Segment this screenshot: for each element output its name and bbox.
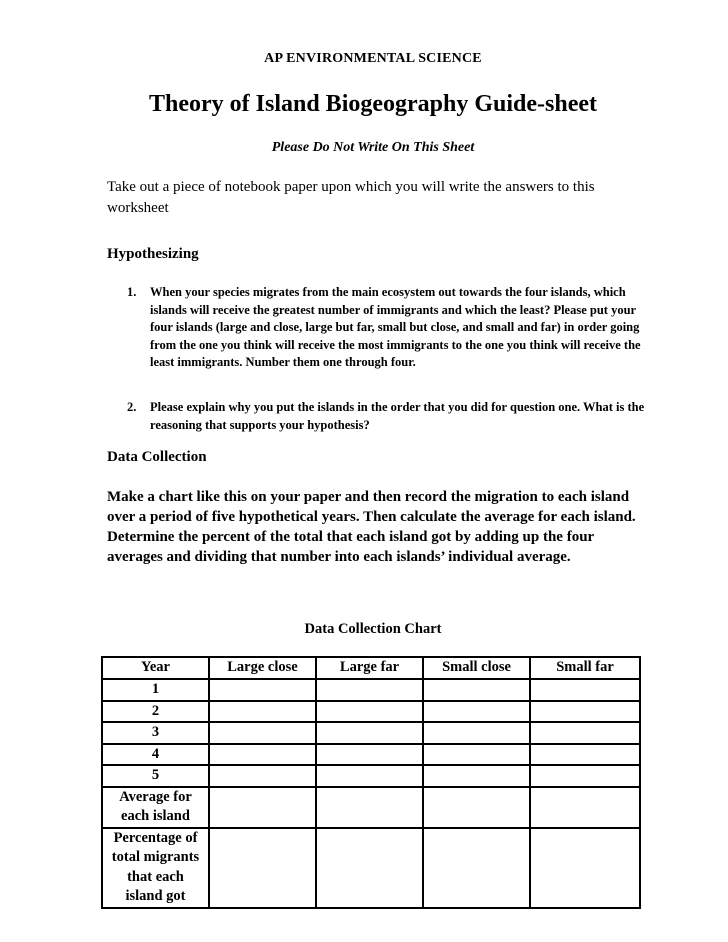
- table-row: [102, 744, 640, 766]
- column-header-small-close: Small close: [423, 657, 530, 679]
- column-header-year: Year: [102, 657, 209, 679]
- percentage-label-line: island got: [125, 888, 186, 904]
- empty-cell: [530, 828, 640, 908]
- empty-cell: [423, 765, 530, 787]
- year-cell: 5: [102, 765, 209, 787]
- empty-cell: [530, 722, 640, 744]
- empty-cell: [316, 722, 423, 744]
- table-row: [102, 701, 640, 723]
- question-1: [127, 284, 647, 372]
- table-header-row: [102, 657, 640, 679]
- empty-cell: [530, 787, 640, 828]
- year-cell: 3: [102, 722, 209, 744]
- empty-cell: [530, 701, 640, 723]
- empty-cell: [316, 828, 423, 908]
- empty-cell: [530, 679, 640, 701]
- empty-cell: [316, 765, 423, 787]
- percentage-label-cell: [102, 828, 209, 908]
- empty-cell: [423, 701, 530, 723]
- course-name: AP ENVIRONMENTAL SCIENCE: [264, 51, 482, 66]
- table-row: [102, 722, 640, 744]
- column-header-large-far: Large far: [316, 657, 423, 679]
- question-number: 2.: [127, 400, 137, 414]
- empty-cell: [316, 679, 423, 701]
- question-number: 1.: [127, 285, 137, 299]
- empty-cell: [316, 744, 423, 766]
- table-row: [102, 765, 640, 787]
- year-cell: 1: [102, 679, 209, 701]
- average-label-cell: [102, 787, 209, 828]
- question-text: When your species migrates from the main ecosystem out towards the four islands, which islands will receive the greatest number of immigrants and which the least? Please put your four islands (large and close, large but far, small but close, and small and far) in order going from the one you think will receive the most immigrants to the one you think will receive the least immigrants. Number them one through four.: [150, 285, 641, 369]
- empty-cell: [209, 679, 316, 701]
- question-text: Please explain why you put the islands in the order that you did for question one. What is the reasoning that supports your hypothesis?: [150, 400, 645, 432]
- page-subtitle: Please Do Not Write On This Sheet: [271, 140, 475, 155]
- question-2: [127, 399, 647, 434]
- intro-paragraph: Take out a piece of notebook paper upon which you will write the answers to this worksheet: [107, 179, 595, 216]
- empty-cell: [423, 828, 530, 908]
- percentage-label-line: total migrants: [111, 849, 200, 865]
- data-collection-table: [101, 656, 641, 909]
- empty-cell: [209, 744, 316, 766]
- empty-cell: [423, 679, 530, 701]
- empty-cell: [209, 787, 316, 828]
- percentage-label-line: that each: [127, 868, 184, 885]
- average-label-line: each island: [121, 808, 190, 824]
- empty-cell: [209, 828, 316, 908]
- data-collection-instructions: Make a chart like this on your paper and then record the migration to each island over a period of five hypothetical years. Then calculate the average for each island. Determine the percent of the total that each island got by adding up the four averages and dividing that number into each islands’ individual average.: [107, 489, 636, 565]
- table-row-percentage: [102, 828, 640, 908]
- empty-cell: [530, 744, 640, 766]
- column-header-small-far: Small far: [530, 657, 640, 679]
- table-row: [102, 679, 640, 701]
- empty-cell: [209, 722, 316, 744]
- year-cell: 2: [102, 701, 209, 723]
- empty-cell: [209, 765, 316, 787]
- chart-title: Data Collection Chart: [304, 621, 442, 637]
- empty-cell: [316, 787, 423, 828]
- column-header-large-close: Large close: [209, 657, 316, 679]
- page-title: Theory of Island Biogeography Guide-sheet: [148, 91, 598, 117]
- empty-cell: [209, 701, 316, 723]
- empty-cell: [423, 744, 530, 766]
- empty-cell: [530, 765, 640, 787]
- empty-cell: [316, 701, 423, 723]
- year-cell: 4: [102, 744, 209, 766]
- percentage-label-line: Percentage of: [113, 829, 198, 846]
- empty-cell: [423, 787, 530, 828]
- hypothesizing-heading: Hypothesizing: [107, 246, 199, 262]
- data-collection-heading: Data Collection: [107, 449, 207, 465]
- table-row-average: [102, 787, 640, 828]
- empty-cell: [423, 722, 530, 744]
- average-label-line: Average for: [119, 788, 192, 805]
